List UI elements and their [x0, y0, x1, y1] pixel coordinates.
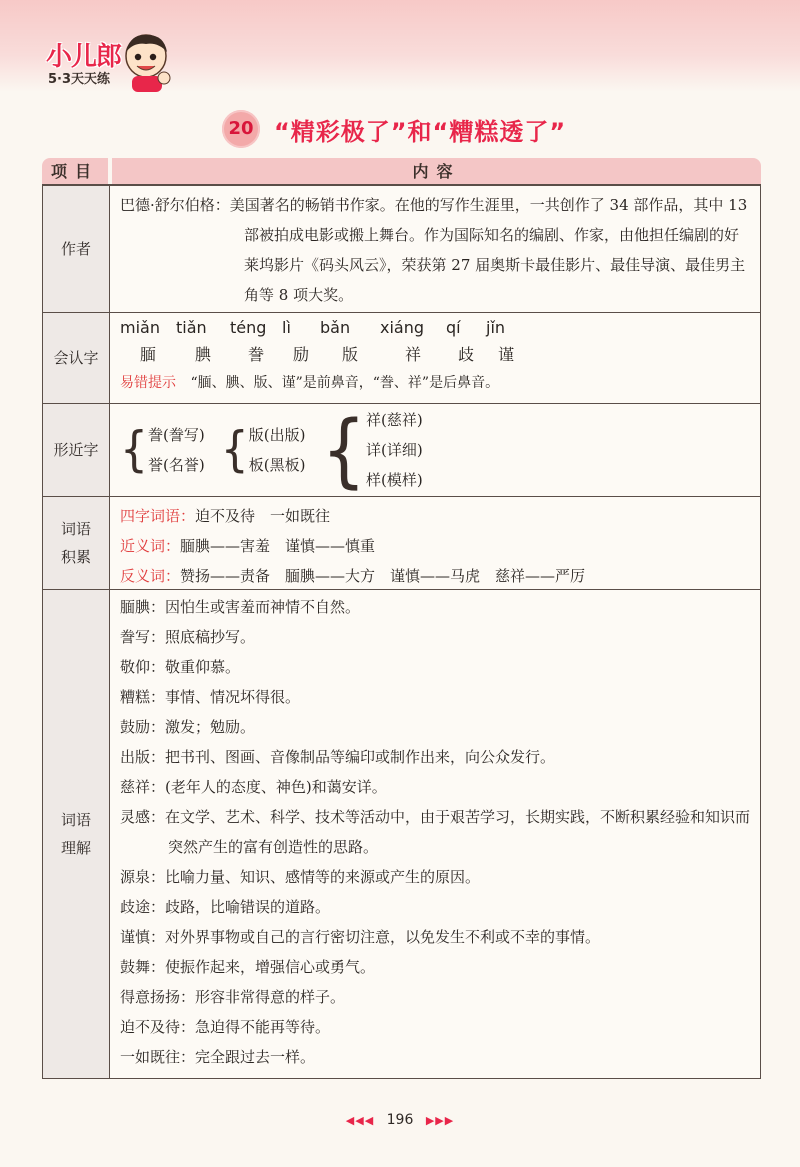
row-characters: [43, 313, 760, 404]
definition-text: 激发；勉励。: [165, 718, 256, 736]
definition-text: 照底稿抄写。: [165, 628, 256, 646]
author-bio: 美国著名的畅销书作家。在他的写作生涯里，一共创作了 34 部作品，其中 13 部被拍成电影或搬上舞台。作为国际知名的编剧、作家，由他担任编剧的好莱坞影片《码头风云》，荣获第 27 届奥斯卡最佳影片、最佳导演、最佳男主角等 8 项大奖。: [229, 196, 748, 304]
definition-text: 比喻力量、知识、感情等的来源或产生的原因。: [165, 868, 481, 886]
definition-item: [120, 652, 752, 682]
definition-term: 腼腆：: [120, 598, 166, 616]
lesson-title-text: “精彩极了”和“糟糕透了”: [274, 118, 567, 146]
column-header-content: 内容: [112, 158, 761, 184]
definition-item: [120, 622, 752, 652]
row-label: 会认字: [43, 313, 110, 403]
definition-item: [120, 1012, 752, 1042]
brand-name: 小儿郎: [46, 42, 122, 72]
hanzi: 祥: [404, 345, 421, 364]
definition-term: 一如既往：: [120, 1048, 196, 1066]
column-header-item: 项目: [42, 158, 108, 184]
understanding-cell: [110, 590, 760, 1078]
similar-word: 详(详细): [365, 441, 423, 459]
row-accumulation: [43, 497, 760, 590]
brace-icon: {: [321, 402, 366, 498]
antonym-label: 反义词：: [120, 567, 181, 585]
similar-group: [120, 420, 205, 480]
arrow-right-icon: ▶▶▶: [425, 1114, 455, 1127]
definition-term: 源泉：: [120, 868, 166, 886]
definition-item: [120, 892, 752, 922]
pinyin: tiǎn: [176, 318, 207, 337]
definition-term: 誊写：: [120, 628, 166, 646]
definition-text: 急迫得不能再等待。: [195, 1018, 331, 1036]
definition-list: [120, 592, 752, 1072]
definition-text: 敬重仰慕。: [165, 658, 241, 676]
definition-item: [120, 592, 752, 622]
hanzi: 谨: [497, 345, 514, 364]
definition-term: 糟糕：: [120, 688, 166, 706]
error-tip: [120, 369, 752, 397]
definition-term: 鼓舞：: [120, 958, 166, 976]
hanzi: 励: [292, 345, 309, 364]
mascot-boy-icon: [120, 32, 172, 94]
similar-word: 板(黑板): [248, 456, 306, 474]
row-author: [43, 186, 760, 313]
definition-term: 鼓励：: [120, 718, 166, 736]
pinyin: qí: [446, 318, 461, 337]
definition-item: [120, 952, 752, 982]
four-char-label: 四字词语：: [120, 507, 196, 525]
hanzi: 版: [341, 345, 358, 364]
lesson-title: [222, 104, 602, 152]
definition-text: 事情、情况坏得很。: [165, 688, 301, 706]
error-tip-text: “腼、腆、版、谨”是前鼻音，“誊、祥”是后鼻音。: [190, 375, 500, 391]
definition-text: 因怕生或害羞而神情不自然。: [165, 598, 361, 616]
definition-term: 得意扬扬：: [120, 988, 196, 1006]
definition-item: [120, 862, 752, 892]
hanzi: 誊: [247, 345, 264, 364]
lesson-table: [42, 158, 761, 1079]
definition-term: 歧途：: [120, 898, 166, 916]
synonym-label: 近义词：: [120, 537, 181, 555]
antonym-text: 赞扬——责备 腼腆——大方 谨慎——马虎 慈祥——严厉: [180, 567, 586, 585]
definition-item: [120, 772, 752, 802]
similar-cell: [110, 404, 760, 496]
similar-word: 誉(名誉): [148, 456, 205, 474]
similar-group: [321, 402, 423, 498]
pinyin: miǎn: [120, 318, 160, 337]
definition-item: [120, 922, 752, 952]
hanzi: 腆: [194, 345, 211, 364]
synonyms: [120, 531, 752, 561]
similar-group: [221, 420, 306, 480]
error-tip-label: 易错提示: [120, 375, 176, 391]
definition-item: [120, 682, 752, 712]
row-label: 形近字: [43, 404, 110, 496]
hanzi: 歧: [457, 345, 474, 364]
similar-word: 版(出版): [248, 426, 306, 444]
definition-item: [120, 1042, 752, 1072]
series-name: 5·3天天练: [48, 72, 111, 87]
brace-icon: {: [120, 421, 148, 478]
row-label-line: 理解: [60, 839, 91, 857]
definition-text: 对外界事物或自己的言行密切注意，以免发生不利或不幸的事情。: [165, 928, 601, 946]
similar-word: 祥(慈祥): [365, 411, 423, 429]
author-cell: [110, 186, 760, 312]
definition-item: [120, 742, 752, 772]
author-paragraph: [120, 190, 752, 310]
definition-text: 完全跟过去一样。: [195, 1048, 316, 1066]
brace-icon: {: [220, 421, 249, 478]
antonyms: [120, 561, 752, 591]
pinyin: lì: [282, 318, 291, 337]
definition-text: (老年人的态度、神色)和蔼安详。: [165, 778, 387, 796]
definition-term: 出版：: [120, 748, 166, 766]
table-header: [42, 158, 761, 184]
table-body: [42, 184, 761, 1079]
definition-term: 慈祥：: [120, 778, 166, 796]
four-char-words: [120, 501, 752, 531]
definition-text: 使振作起来，增强信心或勇气。: [165, 958, 376, 976]
page-number: 196: [386, 1112, 414, 1128]
row-understanding: [43, 590, 760, 1078]
hanzi: 腼: [139, 345, 156, 364]
pinyin-row: [120, 315, 752, 341]
characters-cell: [110, 313, 760, 403]
definition-term: 敬仰：: [120, 658, 166, 676]
pinyin: bǎn: [320, 318, 351, 337]
definition-text: 形容非常得意的样子。: [195, 988, 346, 1006]
similar-word: 誊(誊写): [148, 426, 205, 444]
definition-text: 在文学、艺术、科学、技术等活动中，由于艰苦学习，长期实践，不断积累经验和知识而突然产生的富有创造性的思路。: [165, 808, 751, 856]
definition-text: 歧路，比喻错误的道路。: [165, 898, 331, 916]
row-label: 作者: [43, 186, 110, 312]
synonym-text: 腼腆——害羞 谨慎——慎重: [180, 537, 376, 555]
definition-text: 把书刊、图画、音像制品等编印或制作出来，向公众发行。: [165, 748, 556, 766]
row-label-line: 词语: [60, 811, 91, 829]
lesson-number: 20: [228, 118, 254, 139]
row-label: [43, 497, 110, 589]
similar-groups: [120, 404, 752, 496]
hanzi-row: [120, 341, 752, 369]
row-similar: [43, 404, 760, 497]
definition-item: [120, 802, 752, 862]
row-label-line: 词语: [60, 520, 91, 538]
accumulation-cell: [110, 497, 760, 589]
four-char-text: 迫不及待 一如既往: [195, 507, 331, 525]
definition-item: [120, 982, 752, 1012]
pinyin: téng: [230, 318, 267, 337]
pinyin: jǐn: [486, 318, 506, 337]
page-footer: [0, 1112, 800, 1128]
author-name: 巴德·舒尔伯格：: [120, 196, 230, 214]
definition-term: 灵感：: [120, 808, 166, 826]
row-label: [43, 590, 110, 1078]
row-label-line: 积累: [60, 548, 91, 566]
pinyin: xiáng: [380, 318, 425, 337]
similar-word: 样(模样): [365, 471, 423, 489]
definition-item: [120, 712, 752, 742]
definition-term: 迫不及待：: [120, 1018, 196, 1036]
brand-logo: [16, 14, 166, 94]
definition-term: 谨慎：: [120, 928, 166, 946]
arrow-left-icon: ◀◀◀: [345, 1114, 375, 1127]
